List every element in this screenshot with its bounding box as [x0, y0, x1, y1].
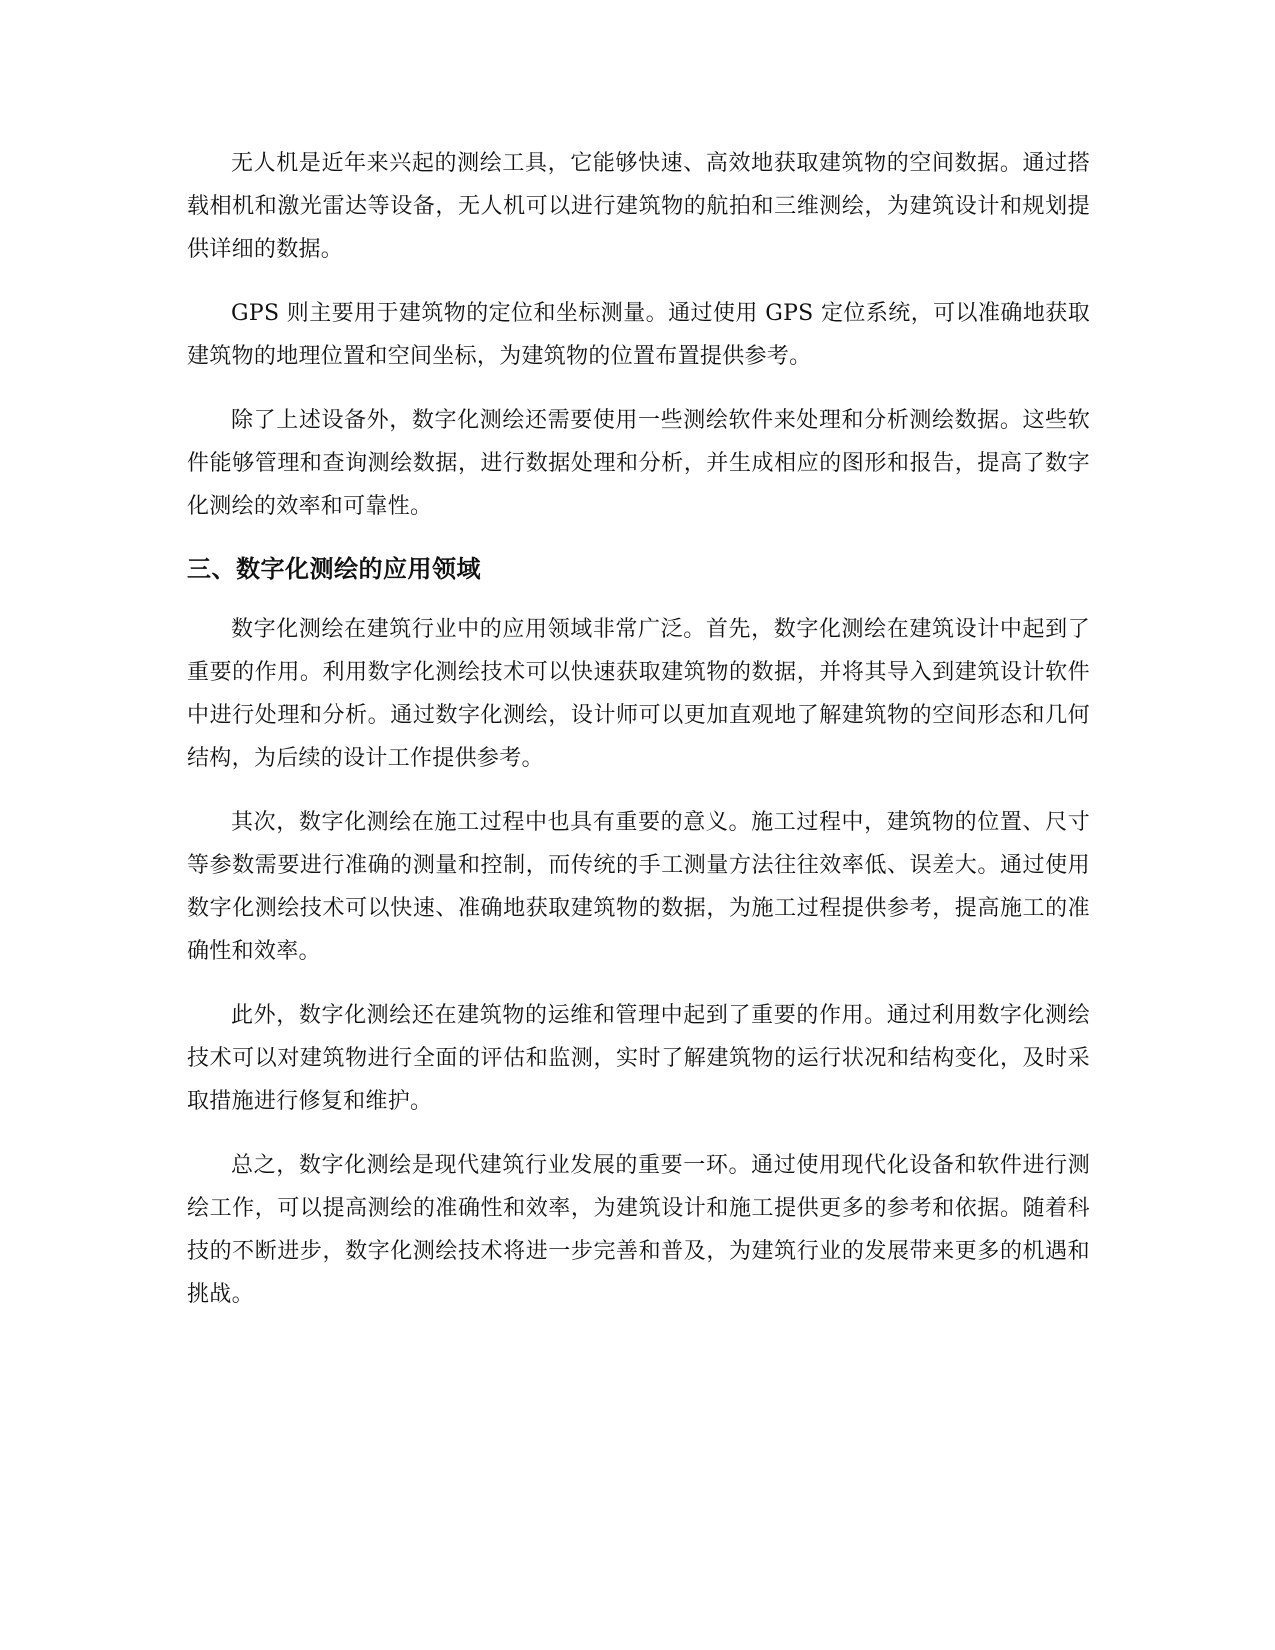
paragraph-construction-process: 其次，数字化测绘在施工过程中也具有重要的意义。施工过程中，建筑物的位置、尺寸等参数需要进行准确的测量和控制，而传统的手工测量方法往往效率低、误差大。通过使用数字化测绘技术可以快速、准确地获取建筑物的数据，为施工过程提供参考，提高施工的准确性和效率。: [187, 810, 1090, 964]
paragraph-conclusion: 总之，数字化测绘是现代建筑行业发展的重要一环。通过使用现代化设备和软件进行测绘工作，可以提高测绘的准确性和效率，为建筑设计和施工提供更多的参考和依据。随着科技的不断进步，数字化测绘技术将进一步完善和普及，为建筑行业的发展带来更多的机遇和挑战。: [187, 1153, 1090, 1307]
paragraph-drone-surveying: 无人机是近年来兴起的测绘工具，它能够快速、高效地获取建筑物的空间数据。通过搭载相机和激光雷达等设备，无人机可以进行建筑物的航拍和三维测绘，为建筑设计和规划提供详细的数据。: [187, 151, 1090, 262]
section-heading: 三、数字化测绘的应用领域: [187, 555, 481, 583]
paragraph-gps: GPS 则主要用于建筑物的定位和坐标测量。通过使用 GPS 定位系统，可以准确地获取建筑物的地理位置和空间坐标，为建筑物的位置布置提供参考。: [187, 301, 1090, 369]
paragraph-architectural-design: 数字化测绘在建筑行业中的应用领域非常广泛。首先，数字化测绘在建筑设计中起到了重要的作用。利用数字化测绘技术可以快速获取建筑物的数据，并将其导入到建筑设计软件中进行处理和分析。通过数字化测绘，设计师可以更加直观地了解建筑物的空间形态和几何结构，为后续的设计工作提供参考。: [187, 617, 1090, 771]
paragraph-surveying-software: 除了上述设备外，数字化测绘还需要使用一些测绘软件来处理和分析测绘数据。这些软件能够管理和查询测绘数据，进行数据处理和分析，并生成相应的图形和报告，提高了数字化测绘的效率和可靠性。: [187, 408, 1090, 519]
document-body: [187, 142, 1090, 1337]
paragraph-operation-management: 此外，数字化测绘还在建筑物的运维和管理中起到了重要的作用。通过利用数字化测绘技术可以对建筑物进行全面的评估和监测，实时了解建筑物的运行状况和结构变化，及时采取措施进行修复和维护。: [187, 1003, 1090, 1114]
